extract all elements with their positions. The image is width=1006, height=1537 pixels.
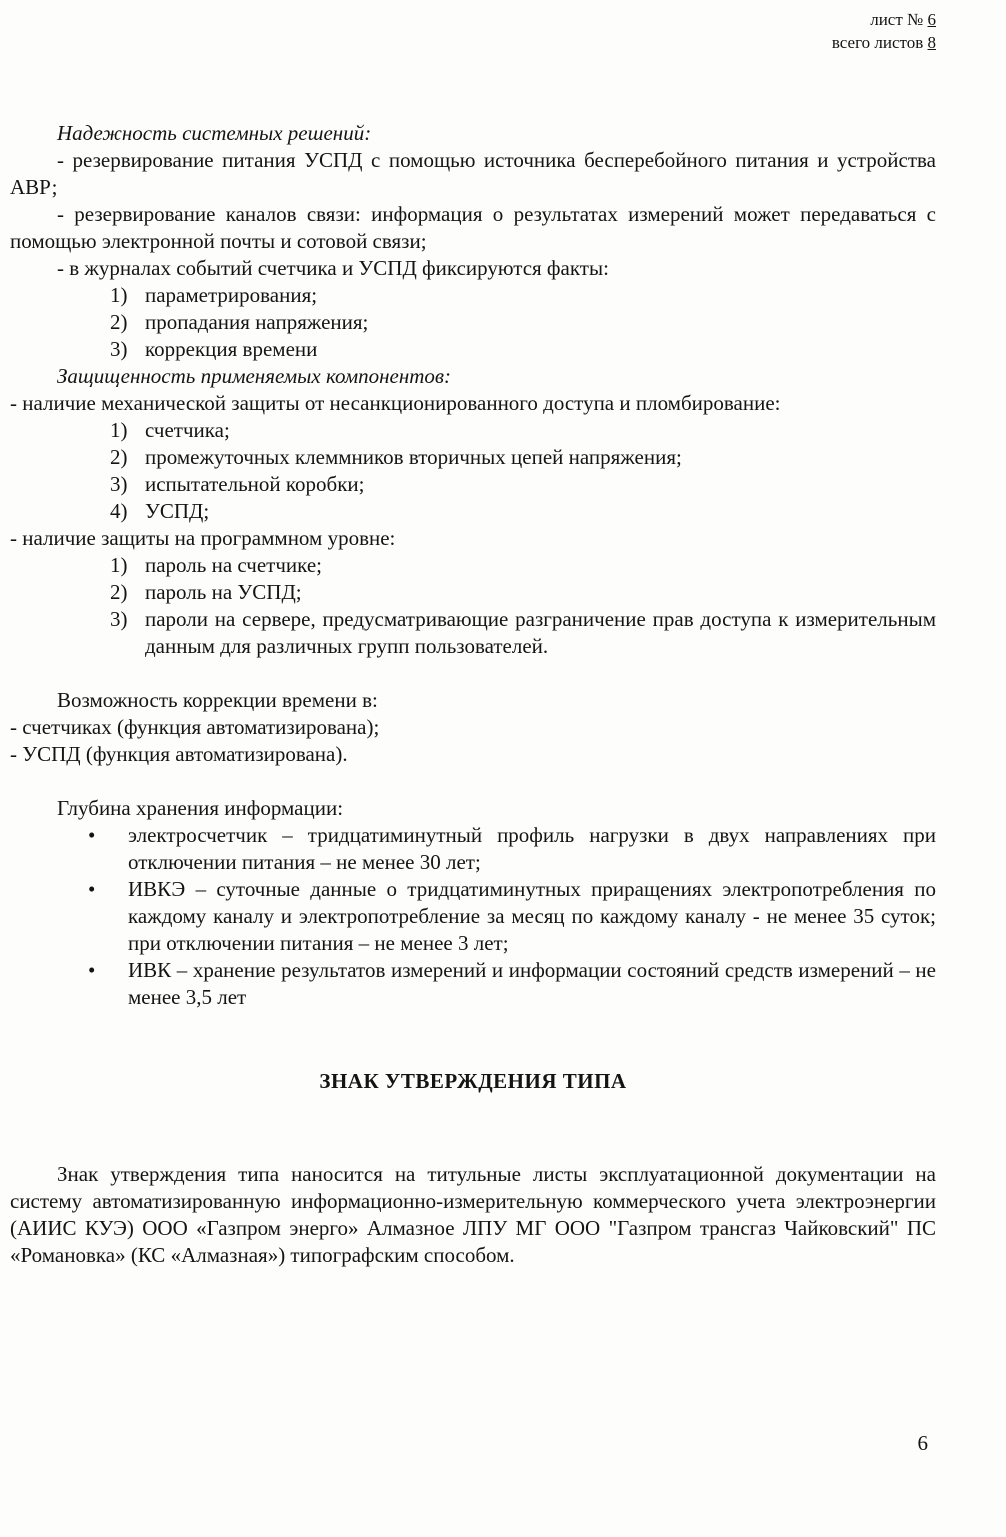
list-item-text: промежуточных клеммников вторичных цепей напряжения; — [145, 445, 682, 469]
list-item-text: пароль на УСПД; — [145, 580, 302, 604]
numbered-item — [110, 579, 936, 606]
numbered-item — [110, 498, 936, 525]
bullet-item-text: ИВКЭ – суточные данные о тридцатиминутных приращениях электропотребления по каждому каналу и электропотребление за месяц по каждому каналу - не менее 35 суток; при отключении питания – не менее 3 лет; — [128, 877, 936, 955]
type-approval-paragraph: Знак утверждения типа наносится на титульные листы эксплуатационной документации на систему автоматизированную информационно-измерительную коммерческого учета электроэнергии (АИИС КУЭ) ООО «Газпром энерго» Алмазное ЛПУ МГ ООО "Газпром трансгаз Чайковский" ПС «Романовка» (КС «Алмазная») типографским способом. — [10, 1162, 936, 1267]
sheet-number: 6 — [927, 10, 936, 29]
sheet-number-line — [10, 8, 936, 31]
list-number: 2) — [110, 310, 128, 334]
list-item-text: испытательной коробки; — [145, 472, 365, 496]
list-item-text: параметрирования; — [145, 283, 318, 307]
numbered-item — [110, 417, 936, 444]
list-item-text: пароли на сервере, предусматривающие разграничение прав доступа к измерительным данным для различных групп пользователей. — [145, 607, 936, 658]
list-number: 3) — [110, 607, 128, 631]
time-correction-item: - счетчиках (функция автоматизирована); — [10, 715, 380, 739]
bullet-item — [88, 876, 936, 957]
list-number: 1) — [110, 418, 128, 442]
numbered-item — [110, 606, 936, 660]
list-number: 1) — [110, 553, 128, 577]
security-heading: Защищенность применяемых компонентов: — [57, 364, 452, 388]
reliability-paragraph-2: - резервирование каналов связи: информация о результатах измерений может передаваться с помощью электронной почты и сотовой связи; — [10, 202, 936, 253]
reliability-paragraph-3: - в журналах событий счетчика и УСПД фиксируются факты: — [57, 256, 609, 280]
security-paragraph-2: - наличие защиты на программном уровне: — [10, 526, 396, 550]
bullet-icon: • — [88, 823, 96, 847]
list-number: 3) — [110, 472, 128, 496]
numbered-item — [110, 282, 936, 309]
bullet-icon: • — [88, 877, 96, 901]
list-item-text: УСПД; — [145, 499, 210, 523]
time-correction-item: - УСПД (функция автоматизирована). — [10, 742, 348, 766]
total-sheets-label: всего листов — [831, 33, 928, 52]
numbered-item — [110, 444, 936, 471]
numbered-item — [110, 309, 936, 336]
security-paragraph-1: - наличие механической защиты от несанкционированного доступа и пломбирование: — [10, 391, 781, 415]
bullet-item — [88, 822, 936, 876]
list-number: 4) — [110, 499, 128, 523]
list-number: 2) — [110, 580, 128, 604]
numbered-item — [110, 471, 936, 498]
list-number: 1) — [110, 283, 128, 307]
time-correction-heading: Возможность коррекции времени в: — [57, 688, 378, 712]
list-number: 3) — [110, 337, 128, 361]
list-item-text: счетчика; — [145, 418, 230, 442]
bullet-item — [88, 957, 936, 1011]
bullet-icon: • — [88, 958, 96, 982]
bullet-item-text: ИВК – хранение результатов измерений и информации состояний средств измерений – не менее 3,5 лет — [128, 958, 936, 1009]
reliability-heading: Надежность системных решений: — [57, 121, 372, 145]
list-item-text: пропадания напряжения; — [145, 310, 369, 334]
list-number: 2) — [110, 445, 128, 469]
list-item-text: коррекция времени — [145, 337, 318, 361]
storage-heading: Глубина хранения информации: — [57, 796, 344, 820]
reliability-paragraph-1: - резервирование питания УСПД с помощью источника бесперебойного питания и устройства АВР; — [10, 148, 936, 199]
numbered-item — [110, 336, 936, 363]
total-sheets-number: 8 — [927, 33, 936, 52]
sheet-header — [10, 8, 936, 54]
sheet-label: лист № — [870, 10, 928, 29]
total-sheets-line — [10, 31, 936, 54]
numbered-item — [110, 552, 936, 579]
bullet-item-text: электросчетчик – тридцатиминутный профиль нагрузки в двух направлениях при отключении питания – не менее 30 лет; — [128, 823, 936, 874]
type-approval-heading: ЗНАК УТВЕРЖДЕНИЯ ТИПА — [319, 1069, 627, 1093]
list-item-text: пароль на счетчике; — [145, 553, 322, 577]
page-number: 6 — [917, 1431, 928, 1455]
